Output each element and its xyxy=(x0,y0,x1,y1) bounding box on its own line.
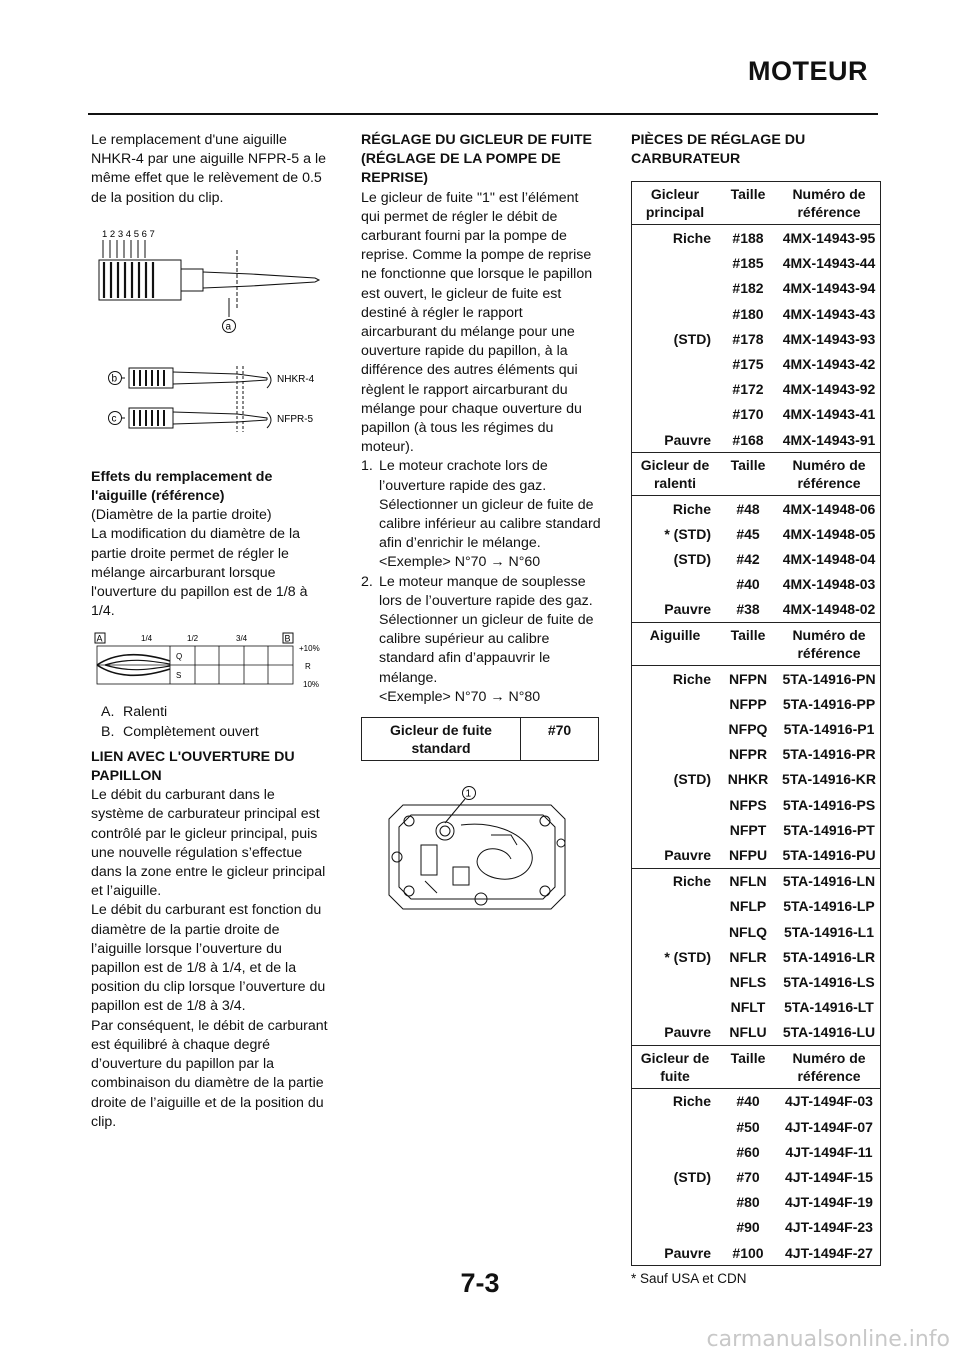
label-a: A xyxy=(96,633,103,644)
table-header-cell: Gicleur de fuite xyxy=(632,1045,718,1088)
table-row xyxy=(632,969,880,994)
table-cell xyxy=(632,377,718,402)
callout-a: a xyxy=(225,321,232,333)
table-cell: Riche xyxy=(672,873,711,890)
table-header-cell: Taille xyxy=(718,182,778,225)
needle-comparison-figure xyxy=(91,358,331,448)
table-header-row xyxy=(632,182,880,225)
table-cell: #48 xyxy=(736,500,760,517)
tick-3-4: 3/4 xyxy=(236,634,248,644)
table-header-row xyxy=(632,453,880,496)
table-row xyxy=(632,597,880,623)
table-cell: #175 xyxy=(732,355,764,372)
callout-1: 1 xyxy=(465,788,472,800)
table-cell: 4JT-1494F-07 xyxy=(785,1118,873,1135)
table-cell: #188 xyxy=(732,230,764,246)
table-cell: Pauvre xyxy=(664,601,711,618)
table-cell: #42 xyxy=(736,551,760,568)
table-cell: 5TA-14916-LS xyxy=(783,973,875,990)
table-cell: 5TA-14916-KR xyxy=(782,771,876,788)
table-row xyxy=(632,572,880,597)
table-row xyxy=(632,1020,880,1046)
table-cell: #100 xyxy=(732,1244,764,1261)
callout-b: b xyxy=(111,373,118,385)
table-cell xyxy=(632,1190,718,1215)
table-cell: #70 xyxy=(736,1169,760,1185)
effects-subtitle: (Diamètre de la partie droite) xyxy=(91,507,272,524)
table-row xyxy=(632,1139,880,1164)
table-row xyxy=(632,1164,880,1189)
table-cell: 5TA-14916-LR xyxy=(782,948,876,965)
table-cell xyxy=(632,276,718,301)
table-row xyxy=(632,1215,880,1240)
table-cell: Riche xyxy=(672,500,711,517)
table-cell: 5TA-14916-LP xyxy=(783,898,875,915)
effects-body: La modification du diamètre de la partie droite permet de régler le mélange aircarburant lorsque l'ouverture du papillon est de 1/8 à 1/4. xyxy=(91,526,308,620)
table-cell: (STD) xyxy=(673,330,711,347)
table-cell xyxy=(632,691,718,716)
label-s: S xyxy=(176,671,182,681)
table-row xyxy=(632,894,880,919)
table-cell: 5TA-14916-LU xyxy=(782,1024,876,1041)
label-minus-10: 10% xyxy=(303,680,320,690)
table-cell xyxy=(632,572,718,597)
table-cell: 4MX-14948-04 xyxy=(782,551,876,568)
table-cell: Riche xyxy=(672,670,711,687)
table-cell xyxy=(632,742,718,767)
table-cell xyxy=(632,1114,718,1139)
table-cell: 4MX-14943-44 xyxy=(782,255,876,272)
table-cell xyxy=(632,716,718,741)
table-cell: 4MX-14943-42 xyxy=(782,355,876,372)
table-cell: (STD) xyxy=(673,551,711,568)
header-rule xyxy=(88,113,878,115)
table-header-row xyxy=(632,1045,880,1088)
table-cell: #180 xyxy=(732,305,764,322)
parts-table-wrap xyxy=(631,181,881,1266)
table-cell: #178 xyxy=(732,330,764,347)
table-cell: NFPN xyxy=(728,670,768,687)
label-r: R xyxy=(305,662,311,672)
legend-item: A. Ralenti xyxy=(101,704,168,721)
table-header-cell: Taille xyxy=(718,623,778,666)
table-cell xyxy=(632,1139,718,1164)
table-cell xyxy=(632,251,718,276)
table-cell xyxy=(632,919,718,944)
table-cell: NFLU xyxy=(729,1024,767,1041)
label-b: B xyxy=(284,633,291,644)
table-cell: 4MX-14943-92 xyxy=(782,381,876,398)
table-header-cell: Taille xyxy=(718,1045,778,1088)
table-cell: 4MX-14943-93 xyxy=(782,330,876,347)
table-cell: Pauvre xyxy=(664,1244,711,1261)
list-item: 2. Le moteur manque de souplesse lors de l’ouverture rapide des gaz. Sélectionner un gicleur de fuite de calibre supérieur au calibre standard afin d’appauvrir le mélange. <Exemple> N°70 → N°80 xyxy=(361,573,594,705)
table-cell: 4MX-14943-41 xyxy=(782,406,876,423)
table-cell xyxy=(632,994,718,1019)
table-cell xyxy=(632,301,718,326)
table-cell: 5TA-14916-PU xyxy=(782,846,876,863)
table-row xyxy=(632,1190,880,1215)
table-header-cell: Gicleur de ralenti xyxy=(632,453,718,496)
carburetor-figure xyxy=(361,775,601,925)
table-cell: NFLN xyxy=(729,873,767,890)
table-cell: 4JT-1494F-19 xyxy=(785,1194,873,1211)
table-cell: Pauvre xyxy=(664,846,711,863)
table-cell: 4MX-14948-06 xyxy=(782,500,876,517)
table-cell xyxy=(632,1215,718,1240)
table-cell: 4JT-1494F-11 xyxy=(785,1143,873,1160)
table-cell: NFLT xyxy=(730,999,766,1016)
table-cell: 5TA-14916-P1 xyxy=(783,721,875,737)
table-cell: NFLQ xyxy=(728,923,768,940)
table-cell xyxy=(632,792,718,817)
table-row xyxy=(632,742,880,767)
leak-jet-title: RÉGLAGE DU GICLEUR DE FUITE (RÉGLAGE DE LA POMPE DE REPRISE) xyxy=(361,132,592,187)
standard-leak-jet-label: Gicleur de fuite standard xyxy=(362,718,521,761)
table-cell: 4JT-1494F-15 xyxy=(785,1169,873,1185)
table-cell: NFPP xyxy=(729,695,767,712)
table-cell: #170 xyxy=(732,406,764,423)
table-cell: 5TA-14916-LT xyxy=(784,999,874,1016)
table-cell xyxy=(632,817,718,842)
table-cell: 5TA-14916-LN xyxy=(782,873,876,890)
label-nhkr-4: NHKR-4 xyxy=(277,373,315,385)
table-cell: 5TA-14916-PP xyxy=(782,695,876,712)
table-cell: #40 xyxy=(736,576,760,593)
leak-jet-body: Le gicleur de fuite "1" est l’élément qui permet de régler le débit de carburant fourni par la pompe de reprise. Comme la pompe de reprise ne fonctionne que lorsque le papillon est ouvert, le gicleur de fuite est destiné à régler le rapport aircarburant du mélange pour une ouverture rapide du papillon, à la différence des autres éléments qui règlent le rapport aircarburant du mélange pour chaque ouverture du papillon (à tous les régimes du moteur). xyxy=(361,189,593,456)
table-cell: 4MX-14943-94 xyxy=(782,280,876,297)
table-cell: 4MX-14948-03 xyxy=(782,576,876,593)
tick-1-2: 1/2 xyxy=(187,634,199,644)
table-cell xyxy=(632,402,718,427)
table-row xyxy=(632,919,880,944)
column-2 xyxy=(361,131,601,925)
label-nfpr-5: NFPR-5 xyxy=(277,413,314,425)
table-cell: #172 xyxy=(732,381,764,398)
table-cell: NFPS xyxy=(729,796,767,813)
standard-leak-jet-value: #70 xyxy=(521,718,599,761)
table-cell: * (STD) xyxy=(664,525,711,542)
figure-legend xyxy=(101,703,331,741)
table-cell: 4MX-14943-91 xyxy=(782,431,876,448)
carburetor-parts-table xyxy=(632,181,880,1265)
table-cell xyxy=(632,351,718,376)
table-row xyxy=(632,666,880,692)
callout-c: c xyxy=(111,413,117,425)
link-paragraph-2: Le débit du carburant est fonction du diamètre de la partie droite de l’aiguille lorsque l’ouverture du papillon est de 1/8 à 1/4, et de la position du clip lorsque l’ouverture du papillon est de 1/8 à 3/4. xyxy=(91,902,326,1015)
table-cell: Riche xyxy=(672,230,711,246)
effects-title: Effets du remplacement de l'aiguille (référence) xyxy=(91,468,273,505)
table-cell: Pauvre xyxy=(664,431,711,448)
table-row xyxy=(632,326,880,351)
table-cell: #40 xyxy=(736,1093,760,1110)
needle-clip-figure xyxy=(91,222,331,340)
table-cell: #60 xyxy=(736,1143,760,1160)
table-header-cell: Numéro de référence xyxy=(778,182,880,225)
table-cell xyxy=(632,894,718,919)
table-row xyxy=(632,716,880,741)
parts-title: PIÈCES DE RÉGLAGE DU CARBURATEUR xyxy=(631,132,806,168)
list-item: 1. Le moteur crachote lors de l’ouverture rapide des gaz. Sélectionner un gicleur de fuite de calibre inférieur au calibre standard afin d’enrichir le mélange. <Exemple> N°70 → N°60 xyxy=(361,458,601,571)
table-cell: #38 xyxy=(736,601,760,618)
legend-item: B. Complètement ouvert xyxy=(101,723,259,740)
table-header-cell: Aiguille xyxy=(632,623,718,666)
table-cell: 4JT-1494F-03 xyxy=(785,1093,873,1110)
table-row xyxy=(632,767,880,792)
table-row xyxy=(632,496,880,522)
column-1 xyxy=(91,131,331,1132)
standard-leak-jet-table xyxy=(361,717,599,761)
table-cell: NFPR xyxy=(728,746,768,763)
table-row xyxy=(632,994,880,1019)
table-cell: 5TA-14916-PS xyxy=(782,796,876,813)
adjustment-steps xyxy=(361,457,601,707)
table-cell: * (STD) xyxy=(664,948,711,965)
table-cell: 4JT-1494F-23 xyxy=(785,1219,873,1236)
table-cell: #80 xyxy=(736,1194,760,1211)
table-header-cell: Numéro de référence xyxy=(778,623,880,666)
table-cell: NHKR xyxy=(727,771,769,788)
table-row xyxy=(632,427,880,453)
page-number: 7-3 xyxy=(460,1268,500,1298)
table-cell: #50 xyxy=(736,1118,760,1135)
table-cell: 4MX-14948-02 xyxy=(782,601,876,618)
table-cell: #182 xyxy=(732,280,764,297)
table-row xyxy=(632,792,880,817)
table-cell: NFLR xyxy=(729,948,767,965)
link-paragraph-3: Par conséquent, le débit de carburant est équilibré à chaque degré d’ouverture du papillon par la combinaison du diamètre de la partie droite de l’aiguille et de la position du clip. xyxy=(91,1017,328,1130)
table-cell: NFPQ xyxy=(728,721,768,737)
label-q: Q xyxy=(176,652,183,662)
table-cell: 5TA-14916-L1 xyxy=(783,923,874,940)
table-row xyxy=(632,276,880,301)
table-row xyxy=(632,869,880,894)
link-title: LIEN AVEC L'OUVERTURE DU PAPILLON xyxy=(91,748,295,785)
table-row xyxy=(632,691,880,716)
table-row xyxy=(632,402,880,427)
table-row xyxy=(632,944,880,969)
watermark: carmanualsonline.info xyxy=(706,1327,950,1352)
table-cell: NFPT xyxy=(729,821,767,838)
table-cell: #185 xyxy=(732,255,764,272)
label-plus-10: +10% xyxy=(299,644,320,654)
table-cell: 5TA-14916-PR xyxy=(782,746,876,763)
page-header-title: MOTEUR xyxy=(748,56,868,86)
table-row xyxy=(632,251,880,276)
table-row xyxy=(632,225,880,251)
table-header-cell: Taille xyxy=(718,453,778,496)
table-cell: Riche xyxy=(672,1093,711,1110)
table-cell: (STD) xyxy=(673,771,711,788)
throttle-opening-chart xyxy=(91,631,331,695)
table-row xyxy=(632,521,880,546)
table-cell: #168 xyxy=(732,431,764,448)
table-row xyxy=(632,1088,880,1114)
table-cell: NFPU xyxy=(728,846,768,863)
table-cell: #90 xyxy=(736,1219,760,1236)
table-cell: 5TA-14916-PT xyxy=(783,821,875,838)
table-row xyxy=(632,1114,880,1139)
table-header-cell: Numéro de référence xyxy=(778,453,880,496)
table-cell: 4MX-14943-95 xyxy=(782,230,876,246)
tick-1-4: 1/4 xyxy=(141,634,153,644)
table-row xyxy=(632,351,880,376)
table-row xyxy=(632,377,880,402)
table-header-row xyxy=(632,623,880,666)
table-cell: #45 xyxy=(736,525,760,542)
intro-paragraph: Le remplacement d'une aiguille NHKR-4 par une aiguille NFPR-5 a le même effet que le relèvement de 0.5 de la position du clip. xyxy=(91,132,326,206)
footnote: * Sauf USA et CDN xyxy=(631,1271,747,1287)
table-header-cell: Gicleur principal xyxy=(632,182,718,225)
table-row xyxy=(632,842,880,868)
clip-position-numbers: 1 2 3 4 5 6 7 xyxy=(102,228,155,240)
table-cell: NFLP xyxy=(729,898,767,915)
table-cell: (STD) xyxy=(673,1169,711,1185)
link-paragraph-1: Le débit du carburant dans le système de carburateur principal est contrôlé par le gicleur principal, puis une nouvelle régulation s’effectue dans la zone entre le gicleur principal et l’aiguille. xyxy=(91,787,326,900)
table-cell: 4MX-14943-43 xyxy=(782,305,876,322)
table-row xyxy=(632,301,880,326)
table-cell: 4MX-14948-05 xyxy=(782,525,876,542)
table-cell: 4JT-1494F-27 xyxy=(785,1244,873,1261)
table-cell xyxy=(632,969,718,994)
table-header-cell: Numéro de référence xyxy=(778,1045,880,1088)
table-cell: Pauvre xyxy=(664,1024,711,1041)
table-row xyxy=(632,546,880,571)
table-cell: NFLS xyxy=(729,973,767,990)
table-row xyxy=(632,817,880,842)
table-row xyxy=(632,1240,880,1265)
table-cell: 5TA-14916-PN xyxy=(782,670,876,687)
column-3 xyxy=(631,131,881,1288)
